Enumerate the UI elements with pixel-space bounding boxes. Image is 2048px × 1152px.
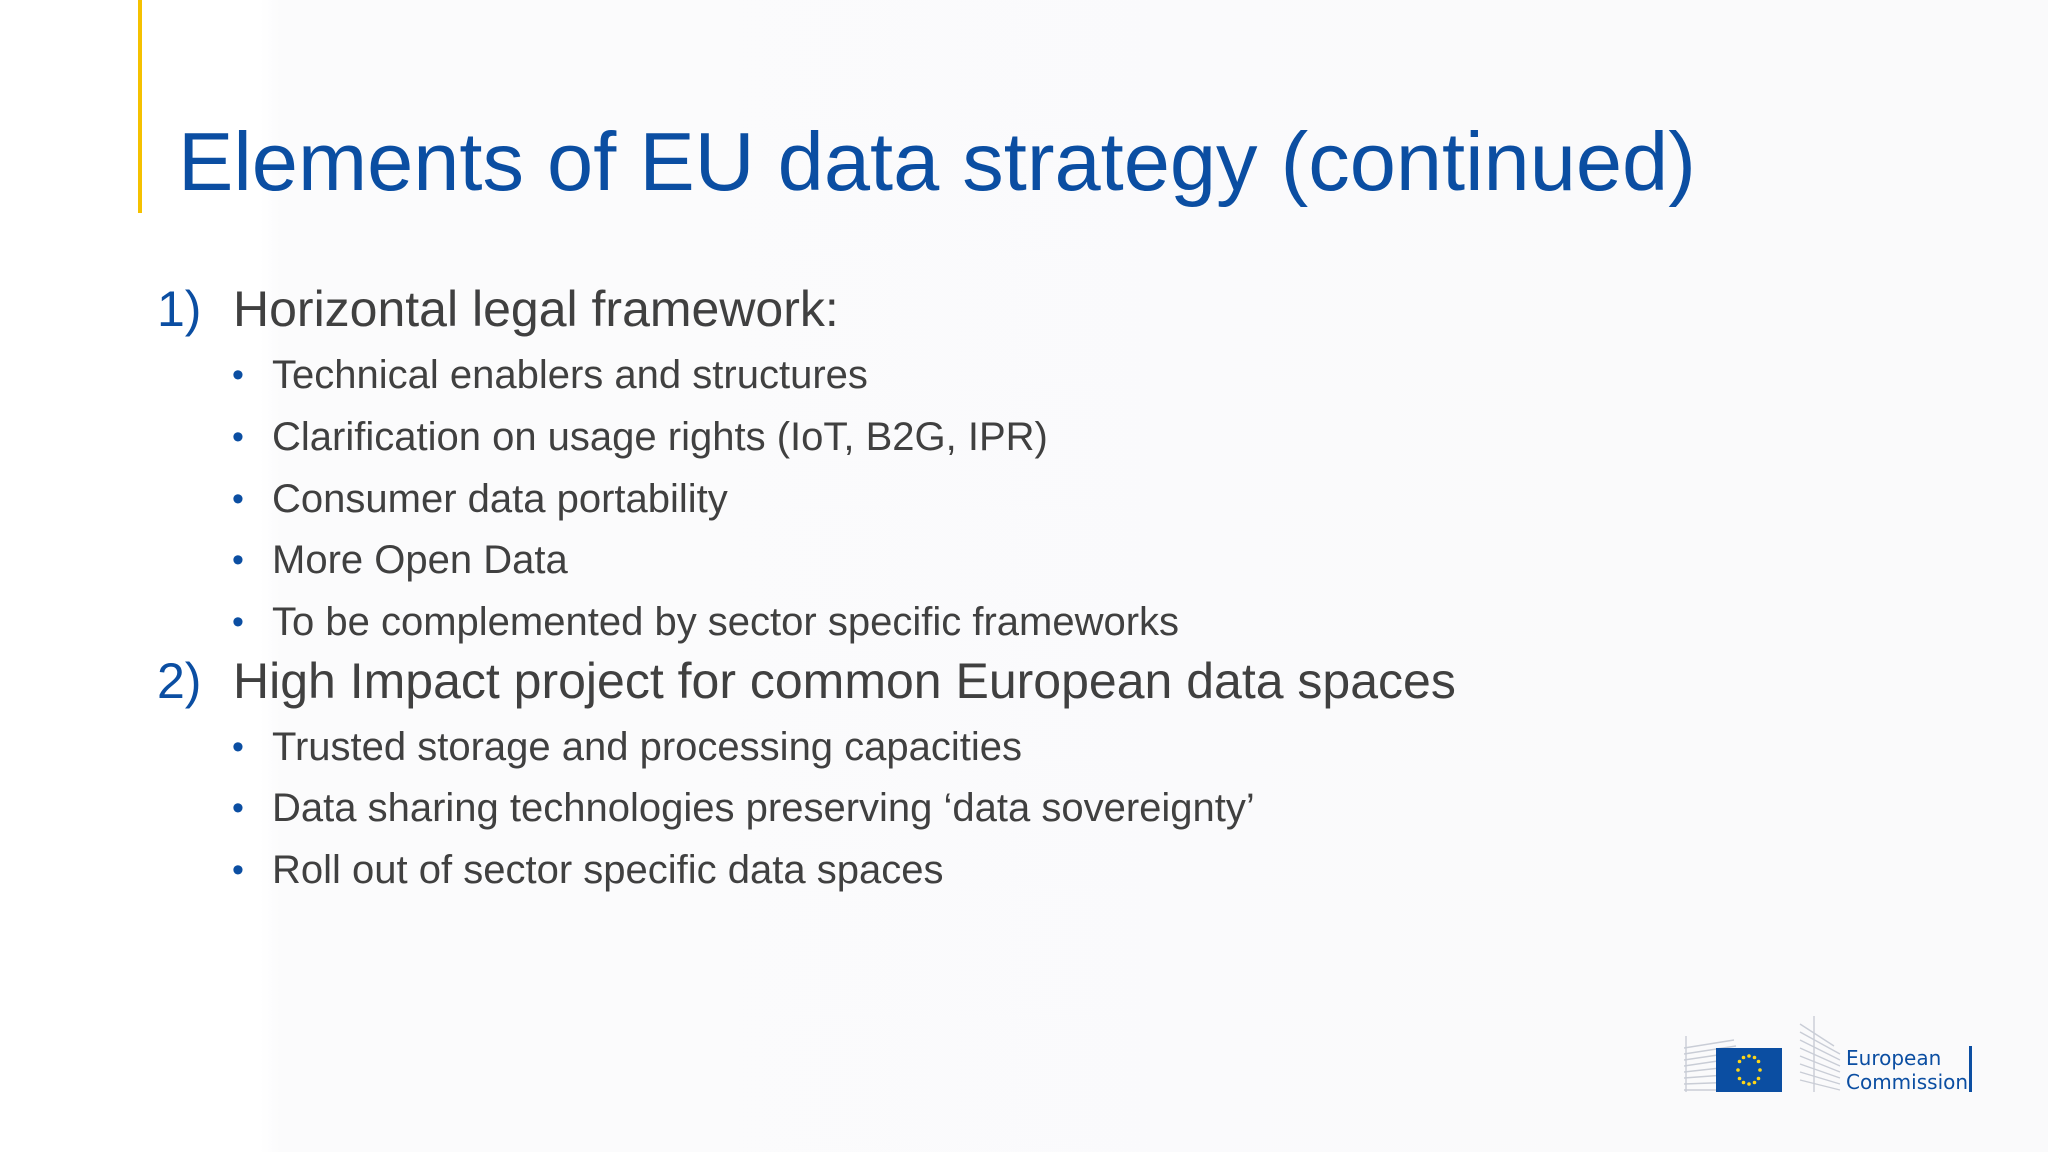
list-item-text: Horizontal legal framework: (233, 281, 839, 337)
list-number: 1) (157, 281, 202, 337)
sub-list-item-text: Trusted storage and processing capacities (272, 724, 1023, 769)
sub-list-item (232, 350, 868, 400)
logo-wordmark (1846, 1046, 1968, 1094)
sub-list-item-text: Technical enablers and structures (272, 352, 868, 397)
sub-list-item (232, 474, 728, 524)
bullet: • (232, 850, 244, 889)
list-item-2 (157, 650, 1456, 712)
bullet: • (232, 417, 244, 456)
list-item-text: High Impact project for common European data spaces (233, 653, 1456, 709)
list-number: 2) (157, 653, 202, 709)
sub-list-item-text: Consumer data portability (272, 476, 728, 521)
sub-list-item (232, 597, 1179, 647)
sub-list-item (232, 783, 1255, 833)
sub-list-item-text: Roll out of sector specific data spaces (272, 847, 944, 892)
sub-list-item (232, 845, 943, 895)
sub-list-item-text: More Open Data (272, 537, 568, 582)
logo-line-2: Commission (1846, 1070, 1969, 1094)
bullet: • (232, 355, 244, 394)
bullet: • (232, 479, 244, 518)
bullet: • (232, 540, 244, 579)
bullet: • (232, 727, 244, 766)
bullet: • (232, 602, 244, 641)
slide-title: Elements of EU data strategy (continued) (178, 115, 1696, 208)
sub-list-item-text: To be complemented by sector specific frameworks (272, 599, 1180, 644)
sub-list-item (232, 722, 1022, 772)
bullet: • (232, 788, 244, 827)
sub-list-item (232, 412, 1048, 462)
logo-divider (1969, 1046, 1972, 1092)
sub-list-item (232, 535, 568, 585)
sub-list-item-text: Clarification on usage rights (IoT, B2G, IPR) (272, 414, 1048, 459)
sub-list-item-text: Data sharing technologies preserving ‘data sovereignty’ (272, 785, 1255, 830)
logo-line-1: European (1846, 1046, 1942, 1070)
list-item-1 (157, 278, 839, 340)
